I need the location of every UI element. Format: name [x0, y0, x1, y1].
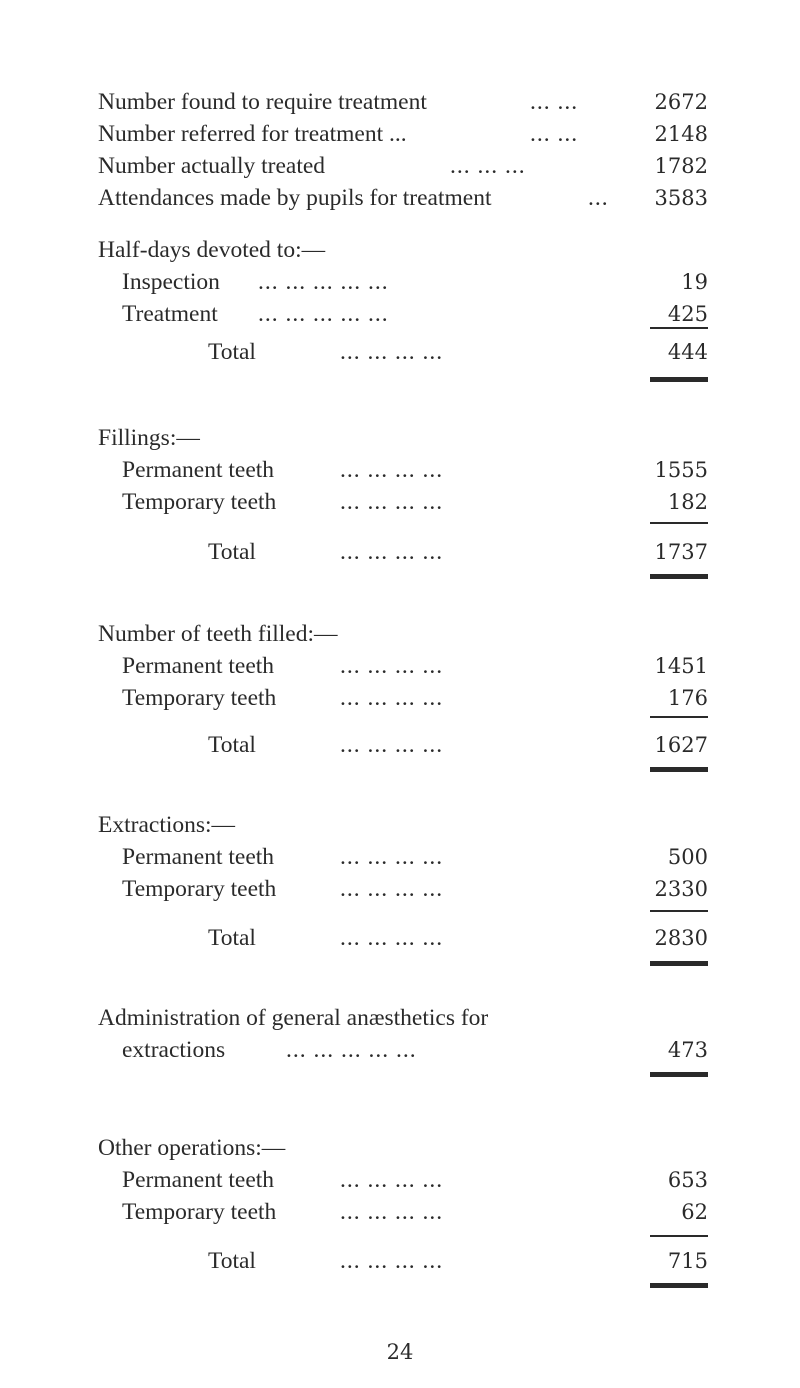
row-label: Permanent teeth [122, 844, 275, 870]
leader-dots: ... ... ... ... [340, 457, 444, 483]
row-label: Temporary teeth [122, 1199, 277, 1225]
leader-dots: ... ... ... [450, 153, 526, 179]
total-label: Total [208, 925, 256, 951]
leader-dots: ... ... ... ... ... [258, 269, 389, 295]
row-value: 2148 [654, 122, 708, 146]
total-value: 1737 [654, 540, 708, 564]
leader-dots: ... ... ... ... [340, 844, 444, 870]
leader-dots: ... ... ... ... ... [258, 301, 389, 327]
table-row [0, 680, 800, 716]
subtotal-rule [650, 522, 708, 524]
total-label: Total [208, 732, 256, 758]
subtotal-rule [650, 1235, 708, 1237]
leader-dots: ... ... ... ... ... [286, 1037, 417, 1063]
row-value: 1451 [654, 654, 708, 678]
total-value: 715 [667, 1249, 708, 1273]
leader-dots: ... ... ... ... [340, 1167, 444, 1193]
fillings-heading: Fillings:— [98, 425, 200, 451]
summary-row [0, 116, 800, 152]
leader-dots: ... ... ... ... [340, 539, 444, 565]
row-label: Treatment [122, 301, 218, 327]
row-value: 2330 [654, 877, 708, 901]
table-row [0, 1194, 800, 1230]
row-label: Attendances made by pupils for treatment [98, 185, 492, 211]
row-label: Number actually treated [98, 153, 326, 179]
other-operations-heading: Other operations:— [98, 1135, 286, 1161]
total-label: Total [208, 539, 256, 565]
leader-dots: ... ... ... ... [340, 653, 444, 679]
table-row [0, 648, 800, 684]
section-heading [0, 1130, 800, 1166]
total-row [0, 727, 800, 763]
subtotal-rule [650, 910, 708, 912]
total-value: 2830 [654, 926, 708, 950]
table-row [0, 452, 800, 488]
leader-dots: ... ... ... ... [340, 1199, 444, 1225]
summary-row [0, 148, 800, 184]
table-row [0, 264, 800, 300]
table-row [0, 1162, 800, 1198]
row-label: Number referred for treatment ... [98, 121, 407, 147]
total-label: Total [208, 339, 256, 365]
subtotal-rule [650, 327, 708, 329]
row-label: Inspection [122, 269, 220, 295]
row-value: 1782 [654, 154, 708, 178]
anaesthetics-label: Administration of general anæsthetics for [98, 1005, 489, 1031]
extractions-heading: Extractions:— [98, 812, 236, 838]
row-label: Permanent teeth [122, 653, 275, 679]
leader-dots: ... [588, 185, 609, 211]
leader-dots: ... ... ... ... [340, 489, 444, 515]
anaesthetics-label-cont: extractions [122, 1037, 226, 1063]
row-value: 425 [667, 302, 708, 326]
total-value: 1627 [654, 733, 708, 757]
row-value: 62 [681, 1200, 708, 1224]
section-heading [0, 420, 800, 456]
row-label: Temporary teeth [122, 876, 277, 902]
section-heading [0, 616, 800, 652]
table-row [0, 871, 800, 907]
half-days-heading: Half-days devoted to:— [98, 237, 326, 263]
row-label: Temporary teeth [122, 489, 277, 515]
row-value: 3583 [654, 186, 708, 210]
leader-dots: ... ... [530, 89, 579, 115]
total-row [0, 334, 800, 370]
row-value: 2672 [654, 90, 708, 114]
leader-dots: ... ... ... ... [340, 1248, 444, 1274]
double-rule [650, 574, 708, 579]
leader-dots: ... ... [530, 121, 579, 147]
double-rule [650, 1283, 708, 1288]
anaesthetics-line2 [0, 1032, 800, 1068]
table-row [0, 839, 800, 875]
leader-dots: ... ... ... ... [340, 876, 444, 902]
leader-dots: ... ... ... ... [340, 732, 444, 758]
double-rule [650, 377, 708, 382]
row-value: 653 [667, 1168, 708, 1192]
row-label: Temporary teeth [122, 685, 277, 711]
leader-dots: ... ... ... ... [340, 685, 444, 711]
row-label: Number found to require treatment [98, 89, 427, 115]
row-label: Permanent teeth [122, 457, 275, 483]
table-row [0, 484, 800, 520]
page-number: 24 [386, 1340, 414, 1364]
total-label: Total [208, 1248, 256, 1274]
section-heading [0, 807, 800, 843]
total-row [0, 534, 800, 570]
leader-dots: ... ... ... ... [340, 339, 444, 365]
double-rule [650, 767, 708, 772]
subtotal-rule [650, 716, 708, 718]
leader-dots: ... ... ... ... [340, 925, 444, 951]
double-rule [650, 1072, 708, 1077]
summary-row [0, 84, 800, 120]
anaesthetics-line1 [0, 1000, 800, 1036]
total-row [0, 1243, 800, 1279]
row-value: 182 [667, 490, 708, 514]
teeth-filled-heading: Number of teeth filled:— [98, 621, 338, 647]
row-value: 500 [667, 845, 708, 869]
total-row [0, 920, 800, 956]
row-value: 19 [681, 270, 708, 294]
row-label: Permanent teeth [122, 1167, 275, 1193]
anaesthetics-value: 473 [667, 1038, 708, 1062]
row-value: 176 [667, 686, 708, 710]
summary-row [0, 180, 800, 216]
double-rule [650, 961, 708, 966]
row-value: 1555 [654, 458, 708, 482]
section-heading [0, 232, 800, 268]
total-value: 444 [667, 340, 708, 364]
